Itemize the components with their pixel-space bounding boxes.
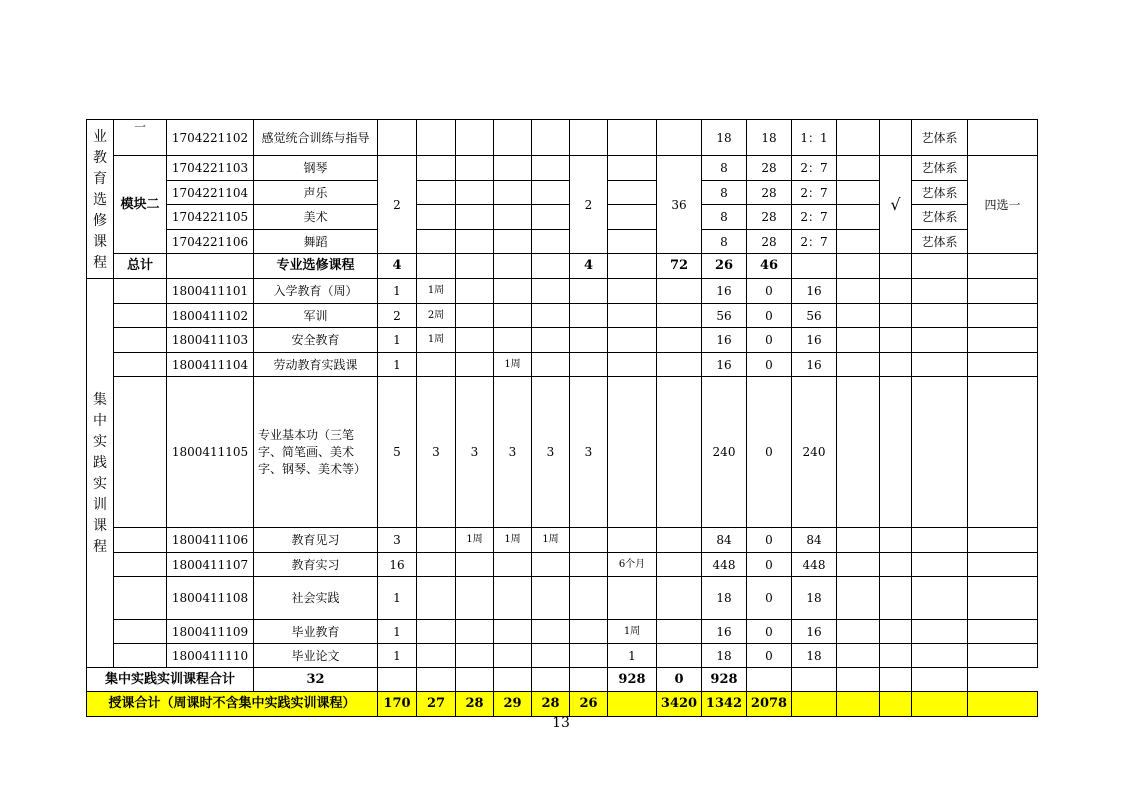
course-code: 1704221105 xyxy=(167,205,254,230)
course-code: 1800411101 xyxy=(167,279,254,304)
module-cell: 模块二 xyxy=(114,156,167,254)
table-row xyxy=(87,620,1038,644)
practical-hours: 18 xyxy=(702,120,747,156)
practical-hours: 0 xyxy=(747,377,792,528)
table-row xyxy=(87,328,1038,353)
subtotal-name: 专业选修课程 xyxy=(254,254,378,279)
practical-hours: 8 xyxy=(702,181,747,205)
group-credit: 2 xyxy=(378,156,417,254)
hours: 18 xyxy=(702,577,747,620)
module-cell: 一 xyxy=(114,120,167,156)
practical-hours: 0 xyxy=(747,620,792,644)
ratio: 2：7 xyxy=(792,156,837,181)
course-name: 教育实习 xyxy=(254,553,378,577)
hours: 448 xyxy=(702,553,747,577)
table-row xyxy=(87,644,1038,668)
course-name: 社会实践 xyxy=(254,577,378,620)
total-hours: 28 xyxy=(747,205,792,230)
page-number: 13 xyxy=(552,715,570,731)
practical-hours: 0 xyxy=(747,353,792,377)
ratio: 1：1 xyxy=(792,120,837,156)
department: 艺体系 xyxy=(912,181,968,205)
subtotal-total: 46 xyxy=(747,254,792,279)
hours: 16 xyxy=(702,620,747,644)
semester-s6: 6个月 xyxy=(608,553,657,577)
practice-subtotal-hours: 928 xyxy=(608,668,657,692)
semester-s2: 1周 xyxy=(456,528,494,553)
semester-s1: 2周 xyxy=(417,304,456,328)
course-code: 1704221104 xyxy=(167,181,254,205)
semester-s3: 3 xyxy=(494,377,532,528)
practical-hours: 8 xyxy=(702,230,747,254)
grand-total-s1: 27 xyxy=(417,692,456,717)
grand-total-practical: 1342 xyxy=(702,692,747,717)
total-hours: 18 xyxy=(747,120,792,156)
course-code: 1800411103 xyxy=(167,328,254,353)
hours: 56 xyxy=(702,304,747,328)
table-row xyxy=(87,353,1038,377)
credit: 1 xyxy=(378,577,417,620)
department: 艺体系 xyxy=(912,230,968,254)
course-code: 1800411105 xyxy=(167,377,254,528)
course-code: 1800411110 xyxy=(167,644,254,668)
credit: 16 xyxy=(378,553,417,577)
semester-s3: 1周 xyxy=(494,528,532,553)
subtotal-term: 4 xyxy=(570,254,608,279)
credit: 1 xyxy=(378,620,417,644)
course-name: 感觉统合训练与指导 xyxy=(254,120,378,156)
table-row xyxy=(87,279,1038,304)
hours: 16 xyxy=(702,328,747,353)
course-name: 入学教育（周） xyxy=(254,279,378,304)
course-name: 美术 xyxy=(254,205,378,230)
ratio: 2：7 xyxy=(792,205,837,230)
practical-hours: 0 xyxy=(747,279,792,304)
course-code: 1800411106 xyxy=(167,528,254,553)
category-cell: 业 教 育 选 修 课 程 xyxy=(87,120,114,279)
table-row xyxy=(87,304,1038,328)
course-name: 安全教育 xyxy=(254,328,378,353)
credit: 2 xyxy=(378,304,417,328)
practical-hours: 0 xyxy=(747,577,792,620)
table-row xyxy=(87,377,1038,528)
semester-s3: 1周 xyxy=(494,353,532,377)
table-row xyxy=(87,528,1038,553)
category-cell: 集 中 实 践 实 训 课 程 xyxy=(87,279,114,668)
grand-total-s3: 29 xyxy=(494,692,532,717)
total-hours: 28 xyxy=(747,181,792,205)
semester-s4: 3 xyxy=(532,377,570,528)
credit: 1 xyxy=(378,353,417,377)
total-hours: 16 xyxy=(792,620,837,644)
practical-hours: 0 xyxy=(747,644,792,668)
course-code: 1800411107 xyxy=(167,553,254,577)
grand-total-row xyxy=(87,692,1038,717)
semester-s5: 3 xyxy=(570,377,608,528)
table-row xyxy=(87,553,1038,577)
table-row xyxy=(87,577,1038,620)
total-hours: 448 xyxy=(792,553,837,577)
total-hours: 18 xyxy=(792,577,837,620)
course-code: 1704221103 xyxy=(167,156,254,181)
total-hours: 28 xyxy=(747,230,792,254)
course-name: 毕业论文 xyxy=(254,644,378,668)
semester-s2: 3 xyxy=(456,377,494,528)
practice-subtotal-credit: 32 xyxy=(254,668,378,692)
course-table xyxy=(86,119,1038,717)
hours: 84 xyxy=(702,528,747,553)
total-hours: 240 xyxy=(792,377,837,528)
subtotal-row xyxy=(87,668,1038,692)
course-name: 钢琴 xyxy=(254,156,378,181)
hours: 16 xyxy=(702,279,747,304)
course-name: 声乐 xyxy=(254,181,378,205)
subtotal-credit: 4 xyxy=(378,254,417,279)
credit: 3 xyxy=(378,528,417,553)
semester-s6: 1 xyxy=(608,644,657,668)
grand-total-s4: 28 xyxy=(532,692,570,717)
practical-hours: 8 xyxy=(702,205,747,230)
practice-subtotal-practical: 0 xyxy=(657,668,702,692)
course-name: 毕业教育 xyxy=(254,620,378,644)
subtotal-hours: 72 xyxy=(657,254,702,279)
note: 四选一 xyxy=(968,156,1038,254)
department: 艺体系 xyxy=(912,120,968,156)
total-hours: 18 xyxy=(792,644,837,668)
grand-total-s2: 28 xyxy=(456,692,494,717)
hours: 18 xyxy=(702,644,747,668)
total-hours: 16 xyxy=(792,353,837,377)
grand-total-total: 2078 xyxy=(747,692,792,717)
hours: 240 xyxy=(702,377,747,528)
semester-s4: 1周 xyxy=(532,528,570,553)
course-code: 1800411104 xyxy=(167,353,254,377)
course-name: 劳动教育实践课 xyxy=(254,353,378,377)
semester-s1: 1周 xyxy=(417,328,456,353)
grand-total-credit: 170 xyxy=(378,692,417,717)
ratio: 2：7 xyxy=(792,230,837,254)
subtotal-row xyxy=(87,254,1038,279)
course-name: 军训 xyxy=(254,304,378,328)
practical-hours: 0 xyxy=(747,528,792,553)
credit: 5 xyxy=(378,377,417,528)
practical-hours: 0 xyxy=(747,328,792,353)
check-mark: √ xyxy=(880,156,912,254)
subtotal-practical: 26 xyxy=(702,254,747,279)
hours: 16 xyxy=(702,353,747,377)
credit: 1 xyxy=(378,644,417,668)
credit: 1 xyxy=(378,328,417,353)
grand-total-s5: 26 xyxy=(570,692,608,717)
credit: 1 xyxy=(378,279,417,304)
ratio: 2：7 xyxy=(792,181,837,205)
group-term: 2 xyxy=(570,156,608,254)
course-code: 1800411109 xyxy=(167,620,254,644)
course-code: 1704221102 xyxy=(167,120,254,156)
practical-hours: 8 xyxy=(702,156,747,181)
table-row xyxy=(87,156,1038,181)
total-hours: 16 xyxy=(792,328,837,353)
total-hours: 84 xyxy=(792,528,837,553)
group-hours: 36 xyxy=(657,156,702,254)
semester-s1: 3 xyxy=(417,377,456,528)
grand-total-hours: 3420 xyxy=(657,692,702,717)
department: 艺体系 xyxy=(912,156,968,181)
subtotal-label: 总计 xyxy=(114,254,167,279)
course-code: 1704221106 xyxy=(167,230,254,254)
semester-s1: 1周 xyxy=(417,279,456,304)
semester-s6: 1周 xyxy=(608,620,657,644)
total-hours: 28 xyxy=(747,156,792,181)
course-name: 舞蹈 xyxy=(254,230,378,254)
course-code: 1800411102 xyxy=(167,304,254,328)
department: 艺体系 xyxy=(912,205,968,230)
total-hours: 56 xyxy=(792,304,837,328)
table-row xyxy=(87,120,1038,156)
practice-subtotal-label: 集中实践实训课程合计 xyxy=(87,668,254,692)
practice-subtotal-total: 928 xyxy=(702,668,747,692)
course-name: 专业基本功（三笔字、简笔画、美术字、钢琴、美术等） xyxy=(254,377,378,528)
course-code: 1800411108 xyxy=(167,577,254,620)
grand-total-label: 授课合计（周课时不含集中实践实训课程） xyxy=(87,692,378,717)
practical-hours: 0 xyxy=(747,553,792,577)
practical-hours: 0 xyxy=(747,304,792,328)
total-hours: 16 xyxy=(792,279,837,304)
course-name: 教育见习 xyxy=(254,528,378,553)
